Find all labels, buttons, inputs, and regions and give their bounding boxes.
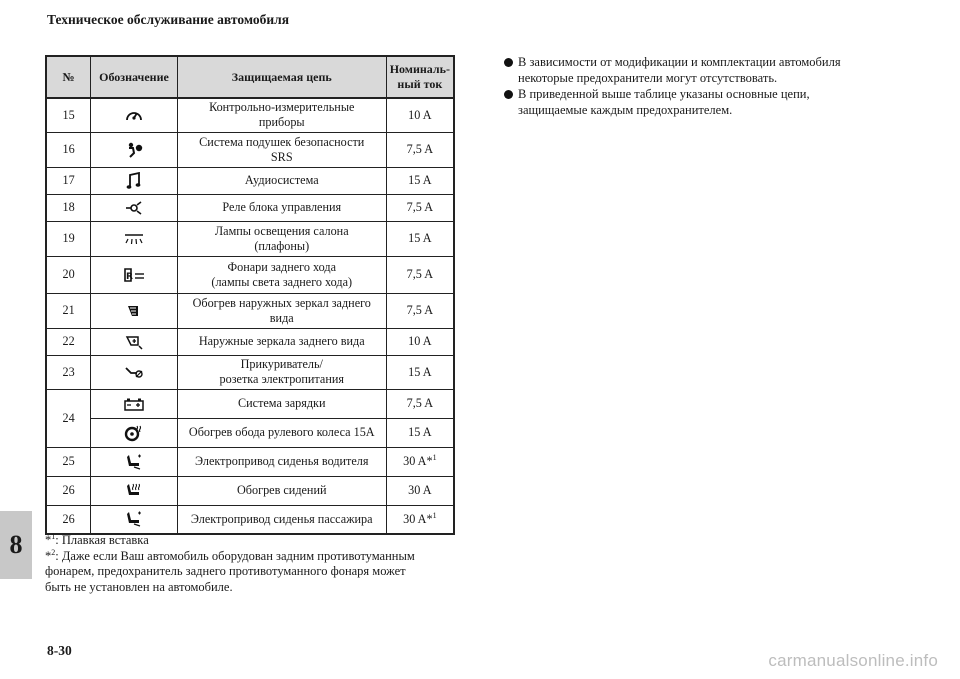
circuit-cell xyxy=(177,256,386,293)
table-row xyxy=(46,167,454,194)
fuse-number: 15 xyxy=(46,98,91,132)
rating-header-line1: Номиналь- xyxy=(389,62,450,76)
rating-cell: 10 A xyxy=(386,98,454,132)
reverse-lamp-icon xyxy=(121,266,147,284)
col-header-circuit: Защищаемая цепь xyxy=(177,56,386,98)
bullet-note xyxy=(504,87,904,118)
footnote-text-line3: быть не установлен на автомобиле. xyxy=(45,579,233,594)
heated-mirror-icon xyxy=(124,303,144,319)
fuse-number: 17 xyxy=(46,167,91,194)
rating-value: 30 A* xyxy=(403,454,433,468)
rating-cell xyxy=(386,505,454,534)
fuse-number: 18 xyxy=(46,194,91,221)
fuse-table xyxy=(45,55,455,535)
bullet-line1: В зависимости от модификации и комплектации автомобиля xyxy=(518,55,841,69)
table-row xyxy=(46,98,454,132)
symbol-cell xyxy=(91,476,178,505)
notes-column xyxy=(504,55,904,119)
symbol-cell xyxy=(91,98,178,132)
circuit-cell: Обогрев сидений xyxy=(177,476,386,505)
cigarette-lighter-icon xyxy=(123,364,145,380)
circuit-cell: Аудиосистема xyxy=(177,167,386,194)
col-header-symbol: Обозначение xyxy=(91,56,178,98)
symbol-cell xyxy=(91,505,178,534)
fuse-number: 25 xyxy=(46,447,91,476)
circuit-line1: Прикуриватель/ xyxy=(240,357,323,371)
bullet-line2: защищаемые каждым предохранителем. xyxy=(518,102,733,117)
circuit-line1: Обогрев наружных зеркал заднего xyxy=(192,295,371,310)
table-row xyxy=(46,505,454,534)
circuit-line2: приборы xyxy=(258,115,305,130)
gauge-icon xyxy=(124,107,144,123)
symbol-cell xyxy=(91,447,178,476)
table-row xyxy=(46,132,454,167)
circuit-cell: Электропривод сиденья пассажира xyxy=(177,505,386,534)
col-header-rating xyxy=(386,56,454,98)
running-header: Техническое обслуживание автомобиля xyxy=(47,12,289,27)
bullet-icon xyxy=(504,90,513,99)
circuit-line1: Лампы освещения салона xyxy=(214,223,349,238)
rating-cell: 7,5 A xyxy=(386,389,454,418)
table-row xyxy=(46,194,454,221)
table-row xyxy=(46,447,454,476)
table-row xyxy=(46,476,454,505)
symbol-cell xyxy=(91,389,178,418)
svg-text:R: R xyxy=(125,271,133,282)
circuit-cell xyxy=(177,355,386,389)
footnote-number: 1 xyxy=(51,531,56,541)
footnote-mark: * xyxy=(45,548,52,563)
fuse-number: 19 xyxy=(46,221,91,256)
table-row xyxy=(46,221,454,256)
heated-steering-wheel-icon xyxy=(124,424,144,442)
table-row xyxy=(46,293,454,328)
circuit-line1: Фонари заднего хода xyxy=(227,259,336,274)
circuit-cell xyxy=(177,293,386,328)
rating-cell: 15 A xyxy=(386,221,454,256)
rating-cell: 7,5 A xyxy=(386,256,454,293)
bullet-line1: В приведенной выше таблице указаны основные цепи, xyxy=(518,87,810,101)
circuit-cell xyxy=(177,98,386,132)
bullet-note xyxy=(504,55,904,86)
symbol-cell xyxy=(91,194,178,221)
fuse-number: 21 xyxy=(46,293,91,328)
watermark: carmanualsonline.info xyxy=(768,651,938,670)
symbol-cell xyxy=(91,418,178,447)
page-number: 8-30 xyxy=(47,643,72,658)
rating-cell: 7,5 A xyxy=(386,132,454,167)
fuse-number: 16 xyxy=(46,132,91,167)
rating-cell: 15 A xyxy=(386,355,454,389)
rating-cell: 7,5 A xyxy=(386,194,454,221)
footnote-1 xyxy=(45,533,465,549)
relay-icon xyxy=(124,200,144,216)
footnote-text-line1: : Даже если Ваш автомобиль оборудован задним противотуманным xyxy=(55,548,415,563)
rating-cell: 15 A xyxy=(386,418,454,447)
table-row xyxy=(46,389,454,418)
symbol-cell xyxy=(91,132,178,167)
col-header-number: № xyxy=(46,56,91,98)
symbol-cell xyxy=(91,293,178,328)
circuit-line2: (плафоны) xyxy=(254,238,310,253)
table-row xyxy=(46,418,454,447)
power-seat-icon xyxy=(124,510,144,528)
symbol-cell xyxy=(91,355,178,389)
audio-note-icon xyxy=(126,172,142,190)
circuit-cell xyxy=(177,132,386,167)
circuit-line1: Система подушек безопасности xyxy=(199,134,365,149)
circuit-cell: Электропривод сиденья водителя xyxy=(177,447,386,476)
fuse-number: 23 xyxy=(46,355,91,389)
circuit-cell xyxy=(177,221,386,256)
circuit-line1: Контрольно-измерительные xyxy=(209,100,355,115)
seat-heater-icon xyxy=(124,482,144,500)
footnote-2 xyxy=(45,549,465,596)
bullet-icon xyxy=(504,58,513,67)
table-row xyxy=(46,355,454,389)
circuit-cell: Наружные зеркала заднего вида xyxy=(177,328,386,355)
fuse-number: 26 xyxy=(46,505,91,534)
power-mirror-icon xyxy=(124,334,144,350)
circuit-cell: Реле блока управления xyxy=(177,194,386,221)
circuit-line2: (лампы света заднего хода) xyxy=(211,274,353,289)
airbag-icon xyxy=(124,141,144,159)
symbol-cell xyxy=(91,256,178,293)
rating-header-line2: ный ток xyxy=(397,77,443,91)
rating-cell: 15 A xyxy=(386,167,454,194)
symbol-cell xyxy=(91,167,178,194)
footnote-ref: 1 xyxy=(432,510,437,520)
circuit-line2: вида xyxy=(269,310,294,325)
table-header-row xyxy=(46,56,454,98)
fuse-number: 24 xyxy=(46,389,91,447)
footnote-text: : Плавкая вставка xyxy=(55,533,149,547)
footnote-text-line2: фонарем, предохранитель заднего противотуманного фонаря может xyxy=(45,564,406,578)
footnotes xyxy=(45,533,465,595)
circuit-line2: розетка электропитания xyxy=(219,372,344,386)
footnote-ref: 1 xyxy=(432,452,437,462)
circuit-cell: Обогрев обода рулевого колеса 15A xyxy=(177,418,386,447)
table-row xyxy=(46,328,454,355)
rating-cell xyxy=(386,447,454,476)
power-seat-icon xyxy=(124,453,144,471)
bullet-line2: некоторые предохранители могут отсутствовать. xyxy=(518,70,778,85)
symbol-cell xyxy=(91,328,178,355)
chapter-tab: 8 xyxy=(0,511,32,579)
fuse-number: 26 xyxy=(46,476,91,505)
circuit-cell: Система зарядки xyxy=(177,389,386,418)
dome-light-icon xyxy=(122,231,146,247)
fuse-number: 22 xyxy=(46,328,91,355)
table-row xyxy=(46,256,454,293)
footnote-number: 2 xyxy=(51,547,56,557)
rating-cell: 30 A xyxy=(386,476,454,505)
fuse-number: 20 xyxy=(46,256,91,293)
battery-icon xyxy=(123,396,145,412)
rating-cell: 7,5 A xyxy=(386,293,454,328)
rating-cell: 10 A xyxy=(386,328,454,355)
circuit-line2: SRS xyxy=(270,149,293,164)
symbol-cell xyxy=(91,221,178,256)
footnote-mark: * xyxy=(45,533,52,547)
rating-value: 30 A* xyxy=(403,511,433,526)
